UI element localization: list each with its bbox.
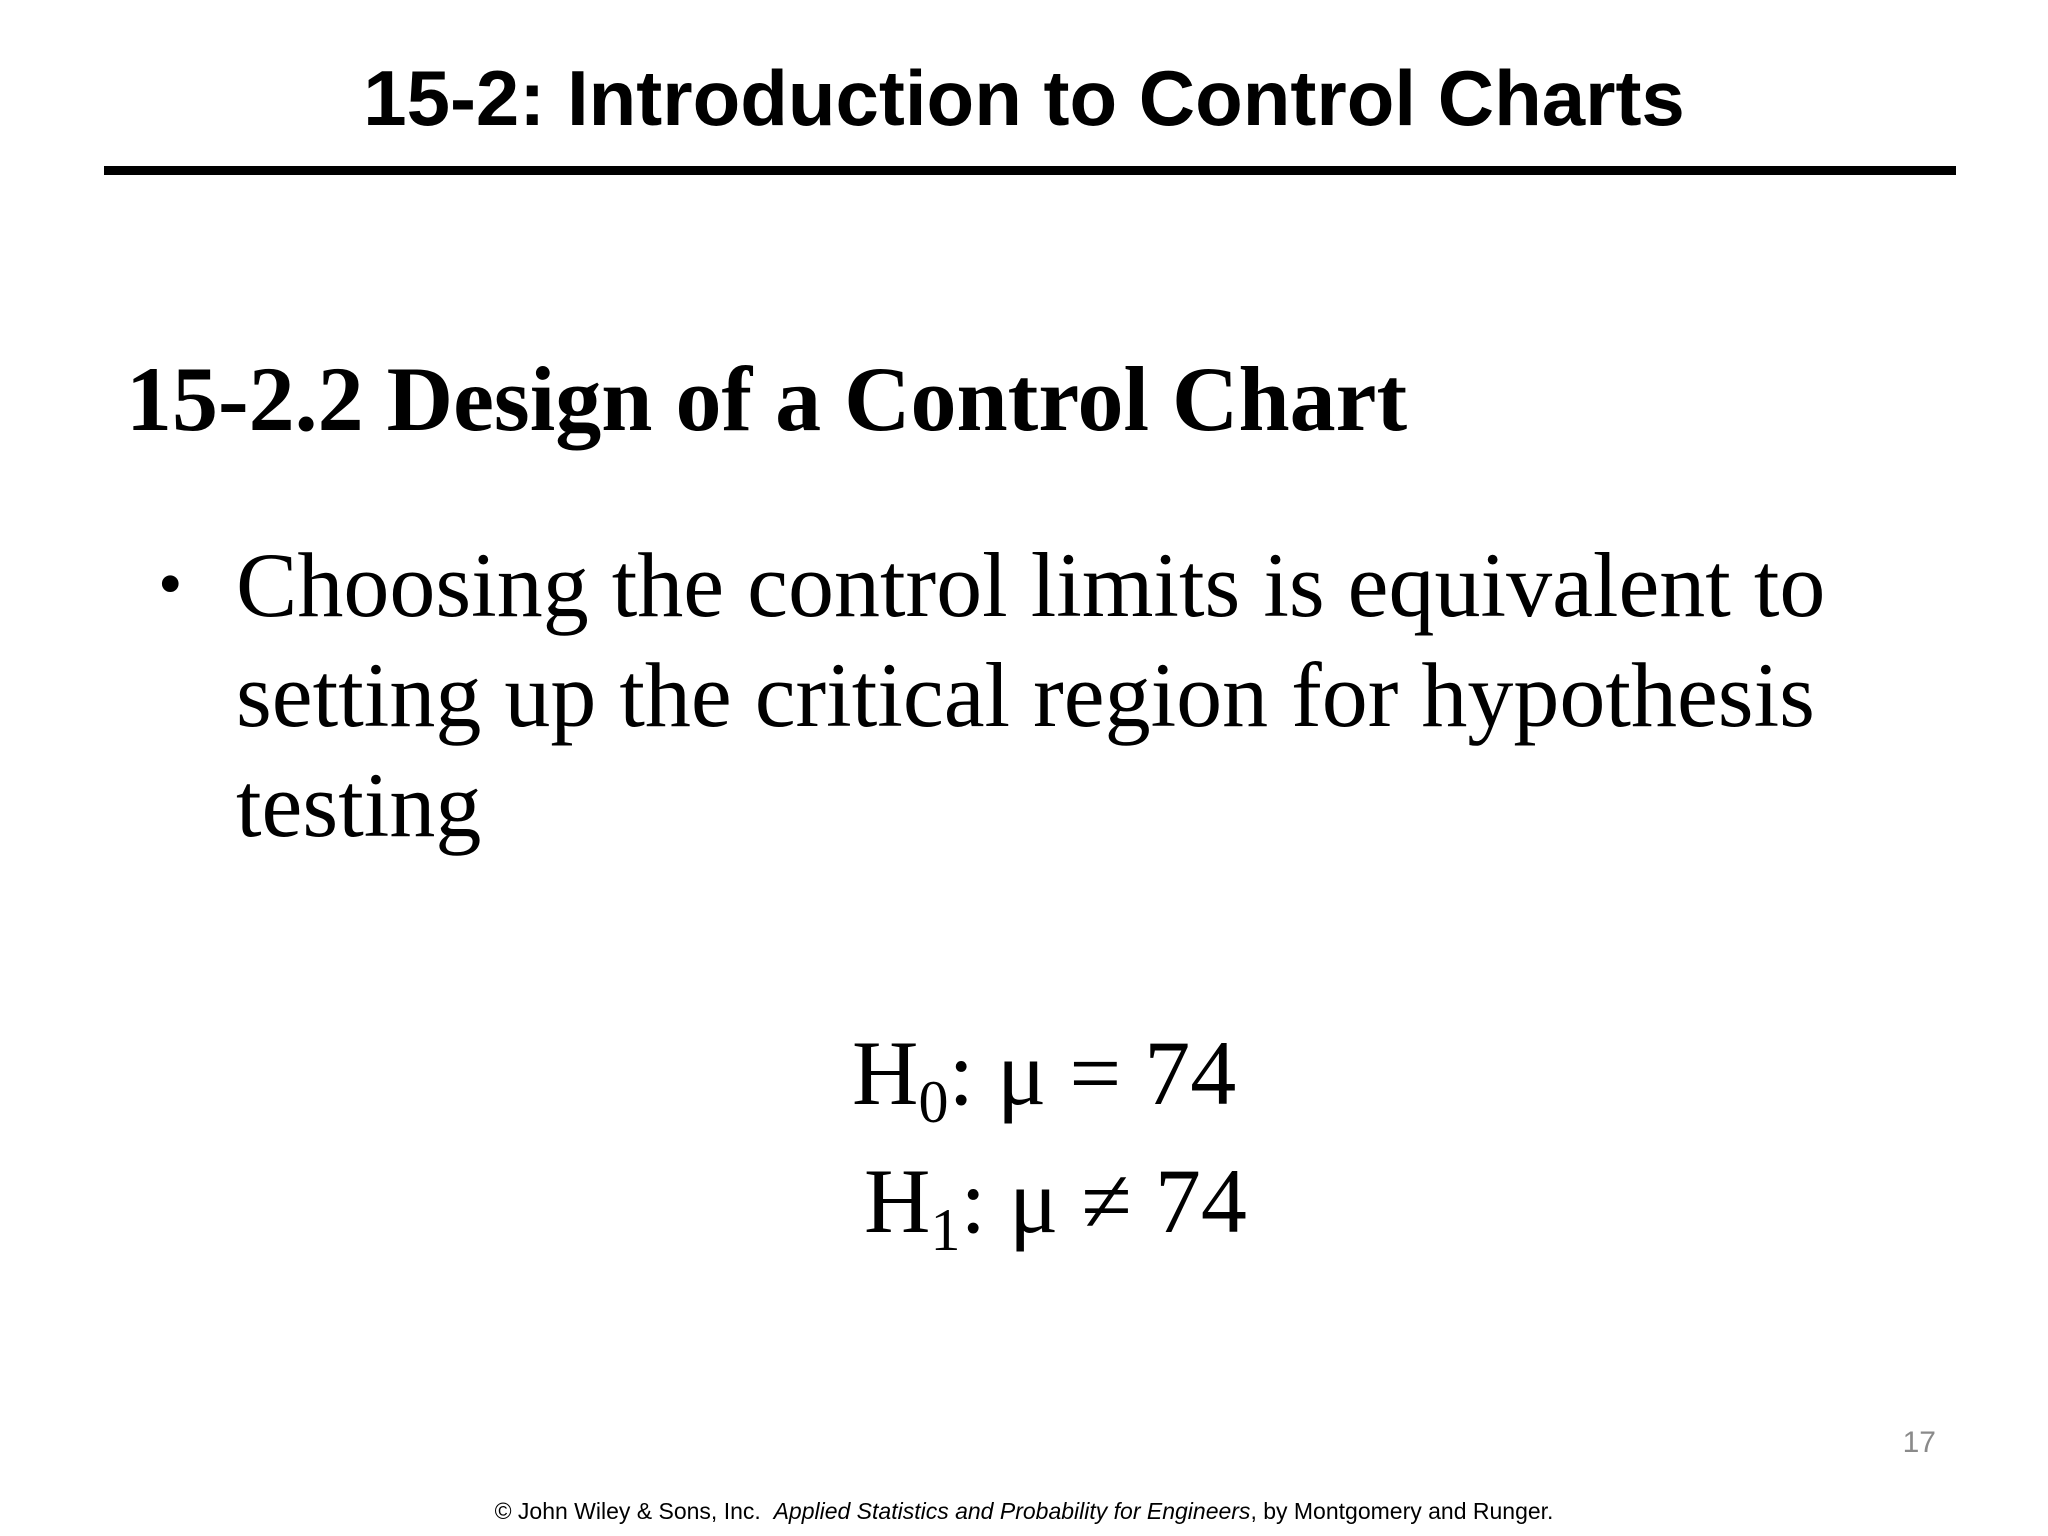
null-hypothesis bbox=[852, 1018, 1237, 1135]
footer-copyright: © John Wiley & Sons, Inc. bbox=[494, 1498, 761, 1524]
section-heading: 15-2.2 Design of a Control Chart bbox=[126, 348, 1408, 450]
hypothesis-letter: H bbox=[864, 1150, 931, 1252]
title-divider bbox=[104, 166, 1956, 175]
bullet-text: Choosing the control limits is equivalent to setting up the critical region for hypothesis testing bbox=[236, 534, 1826, 856]
bullet-item bbox=[158, 530, 1858, 860]
bullet-marker: • bbox=[158, 546, 183, 623]
hypothesis-statement: : μ ≠ 74 bbox=[960, 1150, 1247, 1252]
hypothesis-subscript: 0 bbox=[918, 1069, 949, 1135]
hypothesis-subscript: 1 bbox=[930, 1197, 961, 1263]
hypothesis-statement: : μ = 74 bbox=[948, 1022, 1237, 1124]
slide-title: 15-2: Introduction to Control Charts bbox=[363, 54, 1685, 142]
footer-citation bbox=[0, 1498, 2048, 1525]
alternative-hypothesis bbox=[864, 1146, 1247, 1263]
page-number: 17 bbox=[1902, 1426, 1936, 1459]
footer-book-title: Applied Statistics and Probability for Engineers bbox=[773, 1498, 1251, 1524]
hypothesis-letter: H bbox=[852, 1022, 919, 1124]
footer-authors: , by Montgomery and Runger. bbox=[1250, 1498, 1554, 1524]
